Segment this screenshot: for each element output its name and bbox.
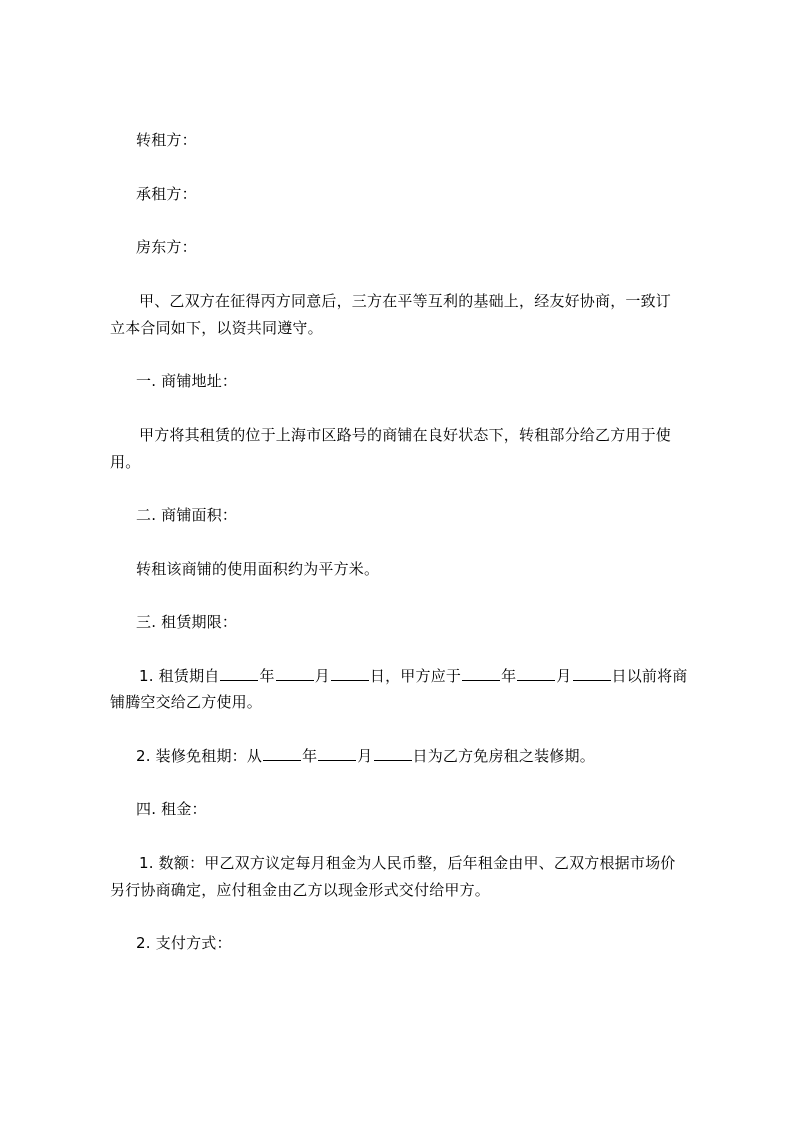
section-1-heading: 一. 商铺地址： bbox=[136, 372, 238, 390]
lease-term-text-3: 月 bbox=[314, 667, 330, 685]
lease-term-text-1: 1. 租赁期自 bbox=[139, 667, 220, 685]
fill-in-blank[interactable] bbox=[573, 666, 611, 681]
fill-in-blank[interactable] bbox=[318, 746, 356, 761]
section-2-heading: 二. 商铺面积： bbox=[136, 506, 238, 524]
renovation-text-4: 日为乙方免房租之装修期。 bbox=[412, 747, 595, 765]
section-4-item-1-line-1: 1. 数额：甲乙双方议定每月租金为人民币整，后年租金由甲、乙双方根据市场价 bbox=[139, 854, 676, 872]
lease-term-text-2: 年 bbox=[259, 667, 275, 685]
section-3-item-1-line-1 bbox=[110, 662, 741, 690]
section-4-heading: 四. 租金： bbox=[136, 800, 207, 818]
fill-in-blank[interactable] bbox=[517, 666, 555, 681]
preamble-line-2: 立本合同如下，以资共同遵守。 bbox=[110, 319, 323, 337]
renovation-text-3: 月 bbox=[357, 747, 373, 765]
fill-in-blank[interactable] bbox=[220, 666, 258, 681]
lease-term-text-7: 日以前将商 bbox=[611, 667, 688, 685]
section-4-item-1-line-2: 另行协商确定，应付租金由乙方以现金形式交付给甲方。 bbox=[110, 881, 491, 899]
section-4-item-2: 2. 支付方式： bbox=[136, 934, 232, 952]
fill-in-blank[interactable] bbox=[276, 666, 314, 681]
renovation-text-2: 年 bbox=[302, 747, 318, 765]
renovation-text-1: 2. 装修免租期：从 bbox=[136, 747, 263, 765]
section-3-item-2 bbox=[110, 742, 738, 770]
section-3-heading: 三. 租赁期限： bbox=[136, 613, 238, 631]
lease-term-text-6: 月 bbox=[556, 667, 572, 685]
fill-in-blank[interactable] bbox=[462, 666, 500, 681]
fill-in-blank[interactable] bbox=[331, 666, 369, 681]
fill-in-blank[interactable] bbox=[263, 746, 301, 761]
section-1-line-1: 甲方将其租赁的位于上海市区路号的商铺在良好状态下，转租部分给乙方用于使 bbox=[139, 426, 672, 444]
section-2-line-1: 转租该商铺的使用面积约为平方米。 bbox=[136, 560, 380, 578]
landlord-label: 房东方： bbox=[136, 238, 197, 256]
preamble-line-1: 甲、乙双方在征得丙方同意后，三方在平等互利的基础上，经友好协商，一致订 bbox=[139, 292, 672, 310]
sublessor-label: 转租方： bbox=[136, 131, 197, 149]
lease-term-text-5: 年 bbox=[501, 667, 517, 685]
lease-term-text-4: 日，甲方应于 bbox=[369, 667, 462, 685]
section-3-item-1-line-2: 铺腾空交给乙方使用。 bbox=[110, 693, 263, 711]
sublessee-label: 承租方： bbox=[136, 185, 197, 203]
section-1-line-2: 用。 bbox=[110, 453, 141, 471]
fill-in-blank[interactable] bbox=[374, 746, 412, 761]
